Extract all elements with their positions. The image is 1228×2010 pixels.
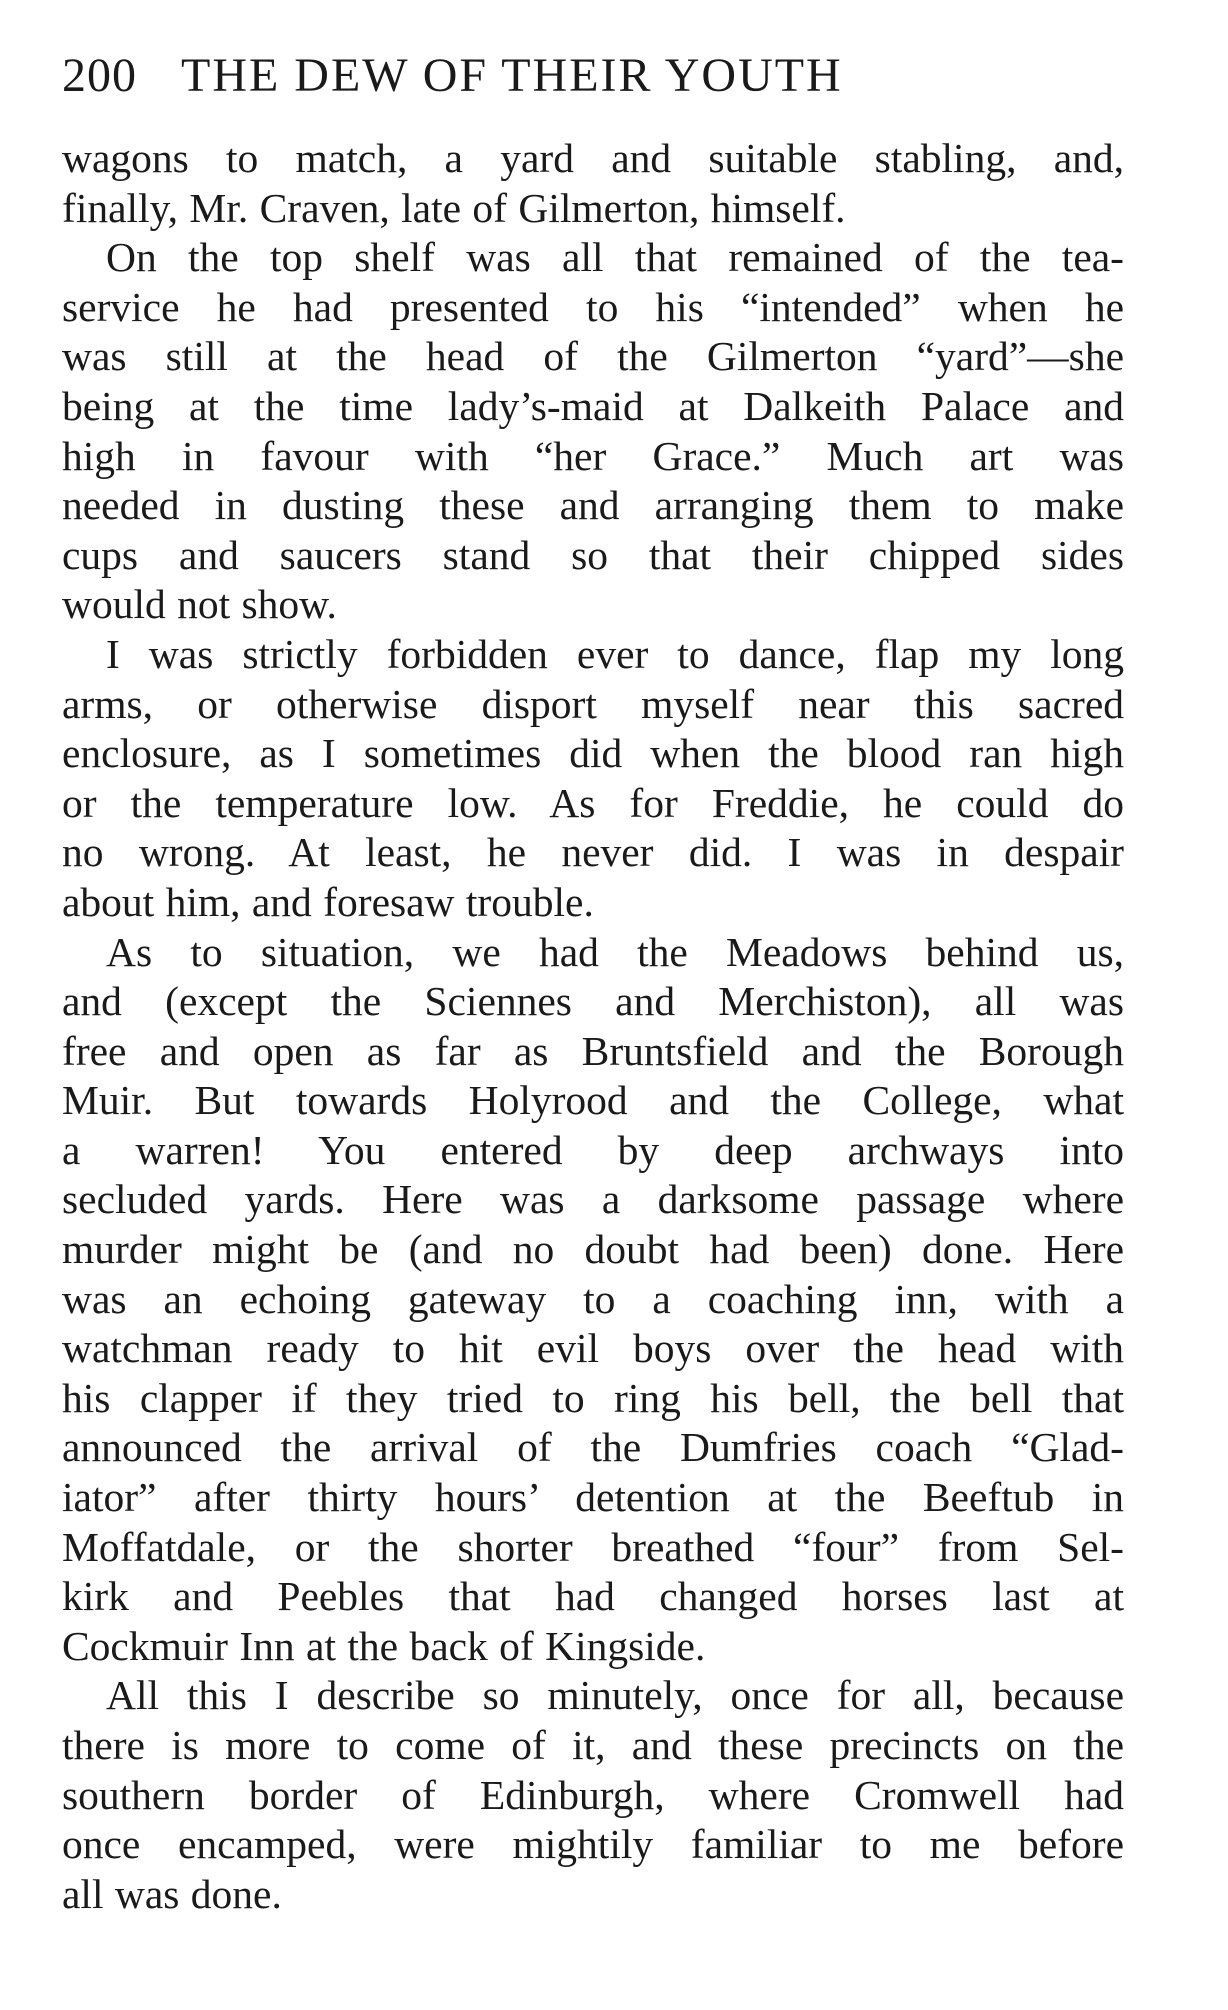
text-line: iator” after thirty hours’ detention at the Beeftub in (62, 1474, 1124, 1521)
paragraph-3 (62, 630, 1124, 928)
text-line: a warren! You entered by deep archways into (62, 1126, 1124, 1173)
text-line: Cockmuir Inn at the back of Kingside. (62, 1622, 706, 1669)
book-page (62, 48, 1124, 1919)
text-line: would not show. (62, 581, 337, 628)
text-line: cups and saucers stand so that their chipped sides (62, 531, 1124, 578)
page-number: 200 (62, 49, 137, 102)
text-line: all was done. (62, 1870, 282, 1917)
text-line: finally, Mr. Craven, late of Gilmerton, himself. (62, 184, 846, 231)
text-line: being at the time lady’s-maid at Dalkeith Palace and (62, 382, 1124, 429)
paragraph-2 (62, 233, 1124, 630)
text-line: there is more to come of it, and these precincts on the (62, 1722, 1124, 1768)
text-line: Moffatdale, or the shorter breathed “four” from Sel- (62, 1523, 1124, 1570)
text-line: watchman ready to hit evil boys over the head with (62, 1325, 1124, 1372)
text-line: once encamped, were mightily familiar to me before (62, 1821, 1124, 1868)
text-line: his clapper if they tried to ring his bell, the bell that (62, 1374, 1124, 1421)
text-line: announced the arrival of the Dumfries coach “Glad- (62, 1424, 1124, 1471)
text-line: and (except the Sciennes and Merchiston), all was (62, 978, 1124, 1025)
text-line: about him, and foresaw trouble. (62, 878, 594, 925)
running-title: THE DEW OF THEIR YOUTH (181, 49, 843, 102)
text-line: was an echoing gateway to a coaching inn, with a (62, 1275, 1124, 1322)
text-line: no wrong. At least, he never did. I was in despair (62, 829, 1124, 876)
text-line: arms, or otherwise disport myself near this sacred (62, 680, 1124, 727)
body-text (62, 134, 1124, 1919)
running-head (62, 48, 1124, 120)
text-line: Muir. But towards Holyrood and the College, what (62, 1077, 1124, 1124)
text-line: or the temperature low. As for Freddie, he could do (62, 779, 1124, 826)
text-line: murder might be (and no doubt had been) done. Here (62, 1226, 1124, 1273)
paragraph-4 (62, 928, 1124, 1672)
text-line: As to situation, we had the Meadows behind us, (106, 928, 1124, 975)
text-line: free and open as far as Bruntsfield and the Borough (62, 1027, 1124, 1074)
text-line: wagons to match, a yard and suitable stabling, and, (62, 135, 1124, 181)
text-line: needed in dusting these and arranging them to make (62, 482, 1124, 529)
text-line: All this I describe so minutely, once for all, because (106, 1672, 1124, 1719)
text-line: I was strictly forbidden ever to dance, flap my long (106, 630, 1124, 677)
text-line: secluded yards. Here was a darksome passage where (62, 1176, 1124, 1223)
text-line: was still at the head of the Gilmerton “yard”—she (62, 333, 1124, 380)
text-line: On the top shelf was all that remained of the tea- (106, 234, 1124, 281)
paragraph-5 (62, 1671, 1124, 1919)
text-line: service he had presented to his “intended” when he (62, 283, 1124, 330)
text-line: high in favour with “her Grace.” Much art was (62, 432, 1124, 479)
text-line: enclosure, as I sometimes did when the blood ran high (62, 730, 1124, 777)
text-line: southern border of Edinburgh, where Cromwell had (62, 1771, 1124, 1818)
paragraph-1 (62, 134, 1124, 233)
text-line: kirk and Peebles that had changed horses last at (62, 1573, 1124, 1620)
